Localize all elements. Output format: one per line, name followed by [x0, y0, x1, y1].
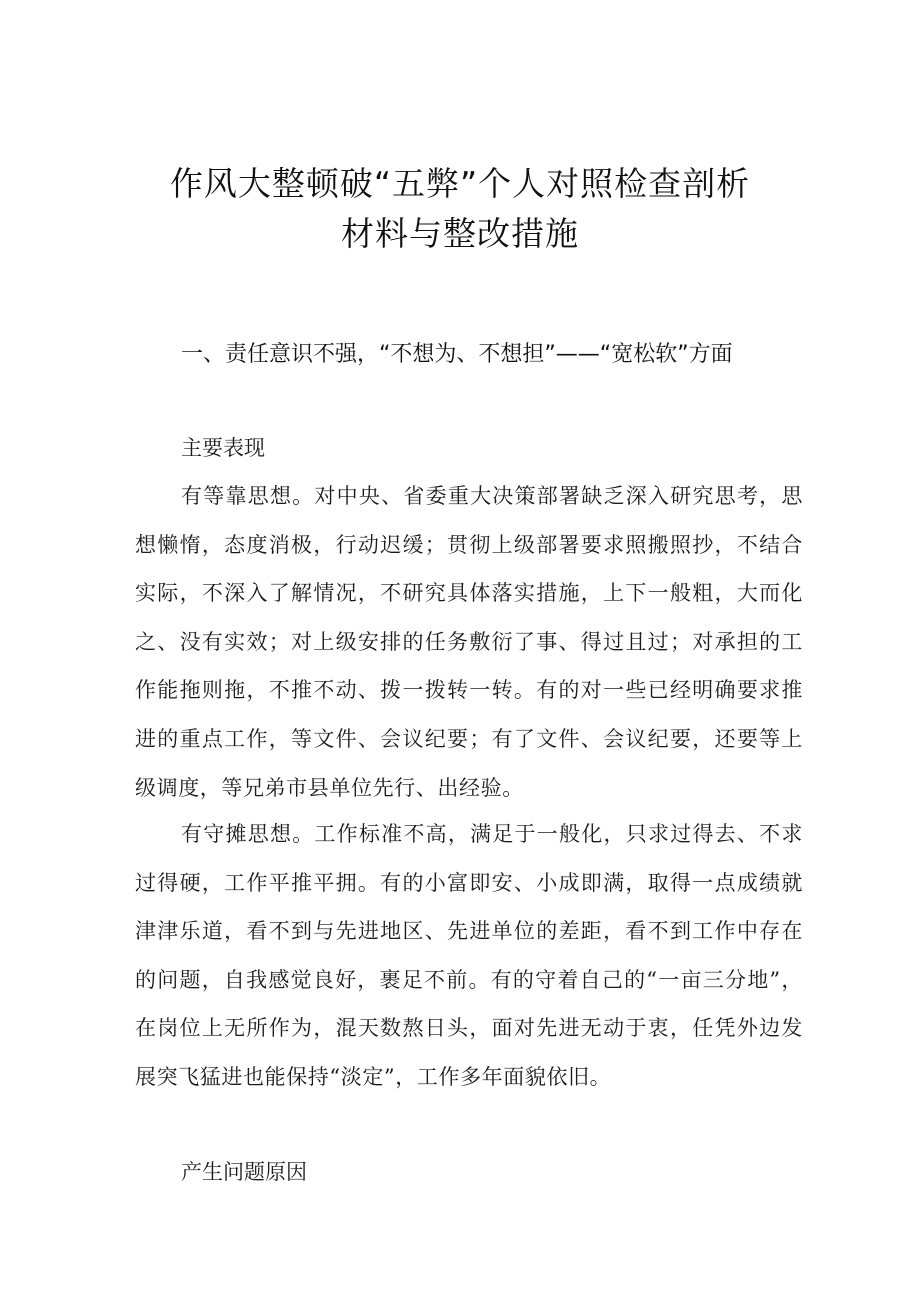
subheading-problem-causes: 产生问题原因	[181, 1160, 307, 1184]
subheading-main-performance: 主要表现	[181, 436, 265, 460]
document-title-line-2: 材料与整改措施	[341, 214, 579, 253]
section-heading: 一、责任意识不强，“不想为、不想担”——“宽松软”方面	[181, 342, 733, 367]
paragraph: 有等靠思想。对中央、省委重大决策部署缺乏深入研究思考，思想懒惰，态度消极，行动迟缓；贯彻上级部署要求照搬照抄，不结合实际，不深入了解情况，不研究具体落实措施，上下一般粗，大而化之、没有实效；对上级安排的任务敷衍了事、得过且过；对承担的工作能拖则拖，不推不动、拨一拨转一转。有的对一些已经明确要求推进的重点工作，等文件、会议纪要；有了文件、会议纪要，还要等上级调度，等兄弟市县单位先行、出经验。	[135, 484, 803, 800]
document-title-line-1: 作风大整顿破“五弊”个人对照检查剖析	[169, 164, 751, 203]
paragraph: 有守摊思想。工作标准不高，满足于一般化，只求过得去、不求过得硬，工作平推平拥。有的小富即安、小成即满，取得一点成绩就津津乐道，看不到与先进地区、先进单位的差距，看不到工作中存在的问题，自我感觉良好，裹足不前。有的守着自己的“一亩三分地”，在岗位上无所作为，混天数熬日头，面对先进无动于衷，任凭外边发展突飞猛进也能保持“淡定”，工作多年面貌依旧。	[135, 822, 803, 1089]
